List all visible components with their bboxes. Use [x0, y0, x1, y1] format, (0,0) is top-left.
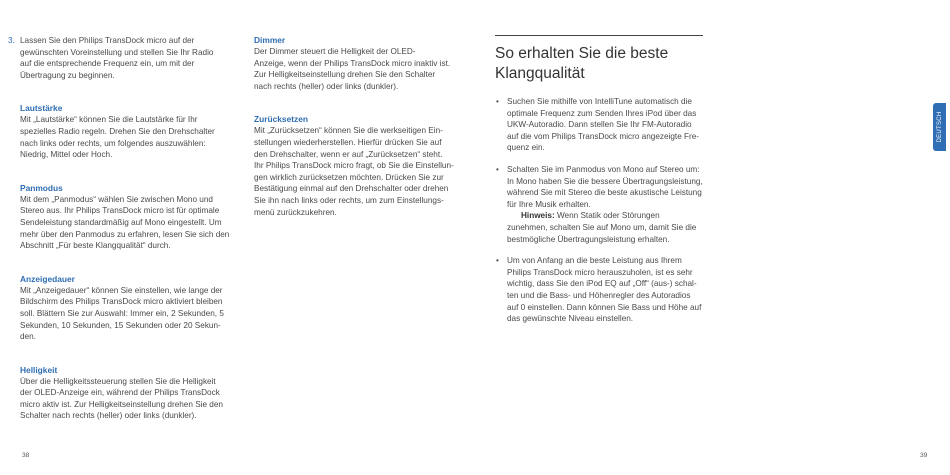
line: Schalten Sie im Panmodus von Mono auf Stereo um: — [507, 164, 700, 174]
body-zuruecksetzen — [254, 125, 469, 218]
body-panmodus — [20, 194, 235, 252]
line: nach rechts (heller) oder links (dunkler). — [254, 81, 399, 91]
title-rule — [495, 35, 703, 36]
heading-zuruecksetzen: Zurücksetzen — [254, 114, 308, 125]
list-item — [495, 255, 705, 325]
section-zuruecksetzen — [254, 114, 469, 218]
line: Suchen Sie mithilfe von IntelliTune automatisch die — [507, 97, 692, 106]
line: auf die vom Philips TransDock micro angezeigte Fre- — [507, 131, 700, 141]
line: Über die Helligkeitssteuerung stellen Sie die Helligkeit — [20, 376, 216, 386]
line: das gewünschte Niveau einstellen. — [507, 314, 634, 324]
line: während Sie mit Stereo die beste akustische Leistung — [507, 188, 702, 198]
body-helligkeit — [20, 376, 235, 422]
step-3-text — [20, 35, 235, 81]
hint-note — [507, 210, 705, 222]
line: In Mono haben Sie die bessere Übertragungsleistung, — [507, 176, 703, 186]
title-line: So erhalten Sie die beste — [495, 45, 669, 62]
section-lautstaerke — [20, 103, 235, 160]
line: Anzeige, wenn der Philips TransDock micro inaktiv ist. — [254, 58, 451, 68]
line: Sendeleistung standardmäßig auf Mono eingestellt. Um — [20, 217, 222, 227]
line: gewünschten Voreinstellung und stellen Sie Ihr Radio — [20, 47, 214, 57]
step-number: 3. — [8, 36, 15, 45]
page-number-left: 38 — [22, 452, 30, 459]
line: Mit „Anzeigedauer“ können Sie einstellen, wie lange der — [20, 285, 223, 295]
line: Der Dimmer steuert die Helligkeit der OLED- — [254, 47, 416, 56]
heading-lautstaerke: Lautstärke — [20, 103, 63, 114]
line: quenz ein. — [507, 143, 545, 153]
line: micro aktiv ist. Zur Helligkeitseinstellung drehen Sie den — [20, 399, 223, 409]
line: Mit „Zurücksetzen“ können Sie die werkseitigen Ein- — [254, 126, 443, 136]
line: Bildschirm des Philips TransDock micro aktiviert bleiben — [20, 297, 223, 307]
bullet: • — [496, 256, 499, 266]
middle-column — [254, 35, 469, 240]
line: Bestätigung einmal auf den Drehschalter oder drehen — [254, 184, 449, 194]
heading-dimmer: Dimmer — [254, 35, 286, 45]
line: den Drehschalter, wenn er auf „Zurücksetzen“ steht. — [254, 149, 443, 159]
line: Mit dem „Panmodus“ wählen Sie zwischen Mono und — [20, 194, 213, 204]
section-helligkeit — [20, 365, 235, 422]
line: optimale Frequenz zum Senden Ihres iPod über das — [507, 108, 697, 118]
line: Um von Anfang an die beste Leistung aus Ihrem — [507, 256, 682, 266]
line: bestmögliche Übertragungsleistung erhalten. — [507, 234, 670, 244]
page-number-right: 39 — [920, 452, 928, 459]
line: Übertragung zu beginnen. — [20, 70, 115, 80]
line: UKW-Autoradio. Dann stellen Sie Ihr FM-Autoradio — [507, 120, 692, 130]
line: Zur Helligkeitseinstellung drehen Sie den Schalter — [254, 70, 436, 80]
line: der OLED-Anzeige ein, während der Philips TransDock — [20, 388, 220, 398]
body-dimmer — [254, 46, 469, 92]
line: spezielles Radio regeln. Drehen Sie den Drehschalter — [20, 126, 215, 136]
left-column — [8, 35, 235, 444]
body-lautstaerke — [20, 114, 235, 160]
title-line: Klangqualität — [495, 65, 585, 82]
line: Philips TransDock micro herauszuholen, ist es sehr — [507, 267, 693, 277]
heading-panmodus: Panmodus — [20, 182, 63, 193]
line: den. — [20, 332, 36, 342]
line: auf 0 einstellen. Dann können Sie Bass und Höhe auf — [507, 302, 702, 312]
line: zunehmen, schalten Sie auf Mono um, damit Sie die — [507, 222, 697, 232]
line: Niedrig, Mittel oder Hoch. — [20, 150, 113, 160]
line: menü zurückzukehren. — [254, 207, 337, 217]
step-3 — [8, 35, 235, 81]
bullet: • — [496, 164, 499, 174]
heading-anzeigedauer: Anzeigedauer — [20, 273, 75, 284]
page-title — [495, 44, 715, 84]
line: nach links oder rechts, um folgendes auszuwählen: — [20, 138, 206, 148]
heading-helligkeit: Helligkeit — [20, 364, 58, 375]
section-anzeigedauer — [20, 274, 235, 343]
language-tab — [933, 103, 946, 151]
line: Sekunden, 10 Sekunden, 15 Sekunden oder 20 Sekun- — [20, 320, 221, 330]
section-panmodus — [20, 183, 235, 252]
line: mehr über den Panmodus zu erfahren, lesen Sie sich den — [20, 229, 230, 239]
line: Ihr Philips TransDock micro fragt, ob Sie die Einstellun- — [254, 161, 454, 171]
line: Wenn Statik oder Störungen — [554, 211, 660, 221]
bullet: • — [496, 97, 499, 106]
line: stellungen wiederherstellen. Hierfür drücken Sie auf — [254, 137, 442, 147]
line: für Ihre Musik erhalten. — [507, 199, 591, 209]
line: Mit „Lautstärke“ können Sie die Lautstärke für Ihr — [20, 115, 198, 125]
language-tab-label: DEUTSCH — [936, 111, 943, 143]
body-anzeigedauer — [20, 285, 235, 343]
line: wichtig, dass Sie den iPod EQ auf „Off“ (aus-) schal- — [507, 279, 697, 289]
line: gen wirklich zurücksetzen möchten. Drücken Sie zur — [254, 172, 444, 182]
line: soll. Blättern Sie zur Auswahl: Immer ein, 2 Sekunden, 5 — [20, 308, 224, 318]
line: Abschnitt „Für beste Klangqualität“ durch. — [20, 241, 171, 251]
section-dimmer — [254, 35, 469, 92]
hint-label: Hinweis: — [521, 211, 555, 221]
line: Sie ihn nach links oder rechts, um zum Einstellungs- — [254, 195, 444, 205]
list-item — [495, 96, 705, 154]
line: ten und die Bass- und Höhenregler des Autoradios — [507, 290, 691, 300]
tips-list — [495, 96, 705, 335]
list-item — [495, 164, 705, 245]
line: Lassen Sie den Philips TransDock micro auf der — [20, 36, 195, 45]
line: Schalter nach rechts (heller) oder links (dunkler). — [20, 411, 197, 421]
line: Stereo aus. Ihr Philips TransDock micro ist für optimale — [20, 206, 220, 216]
line: auf die entsprechende Frequenz ein, um mit der — [20, 59, 195, 69]
